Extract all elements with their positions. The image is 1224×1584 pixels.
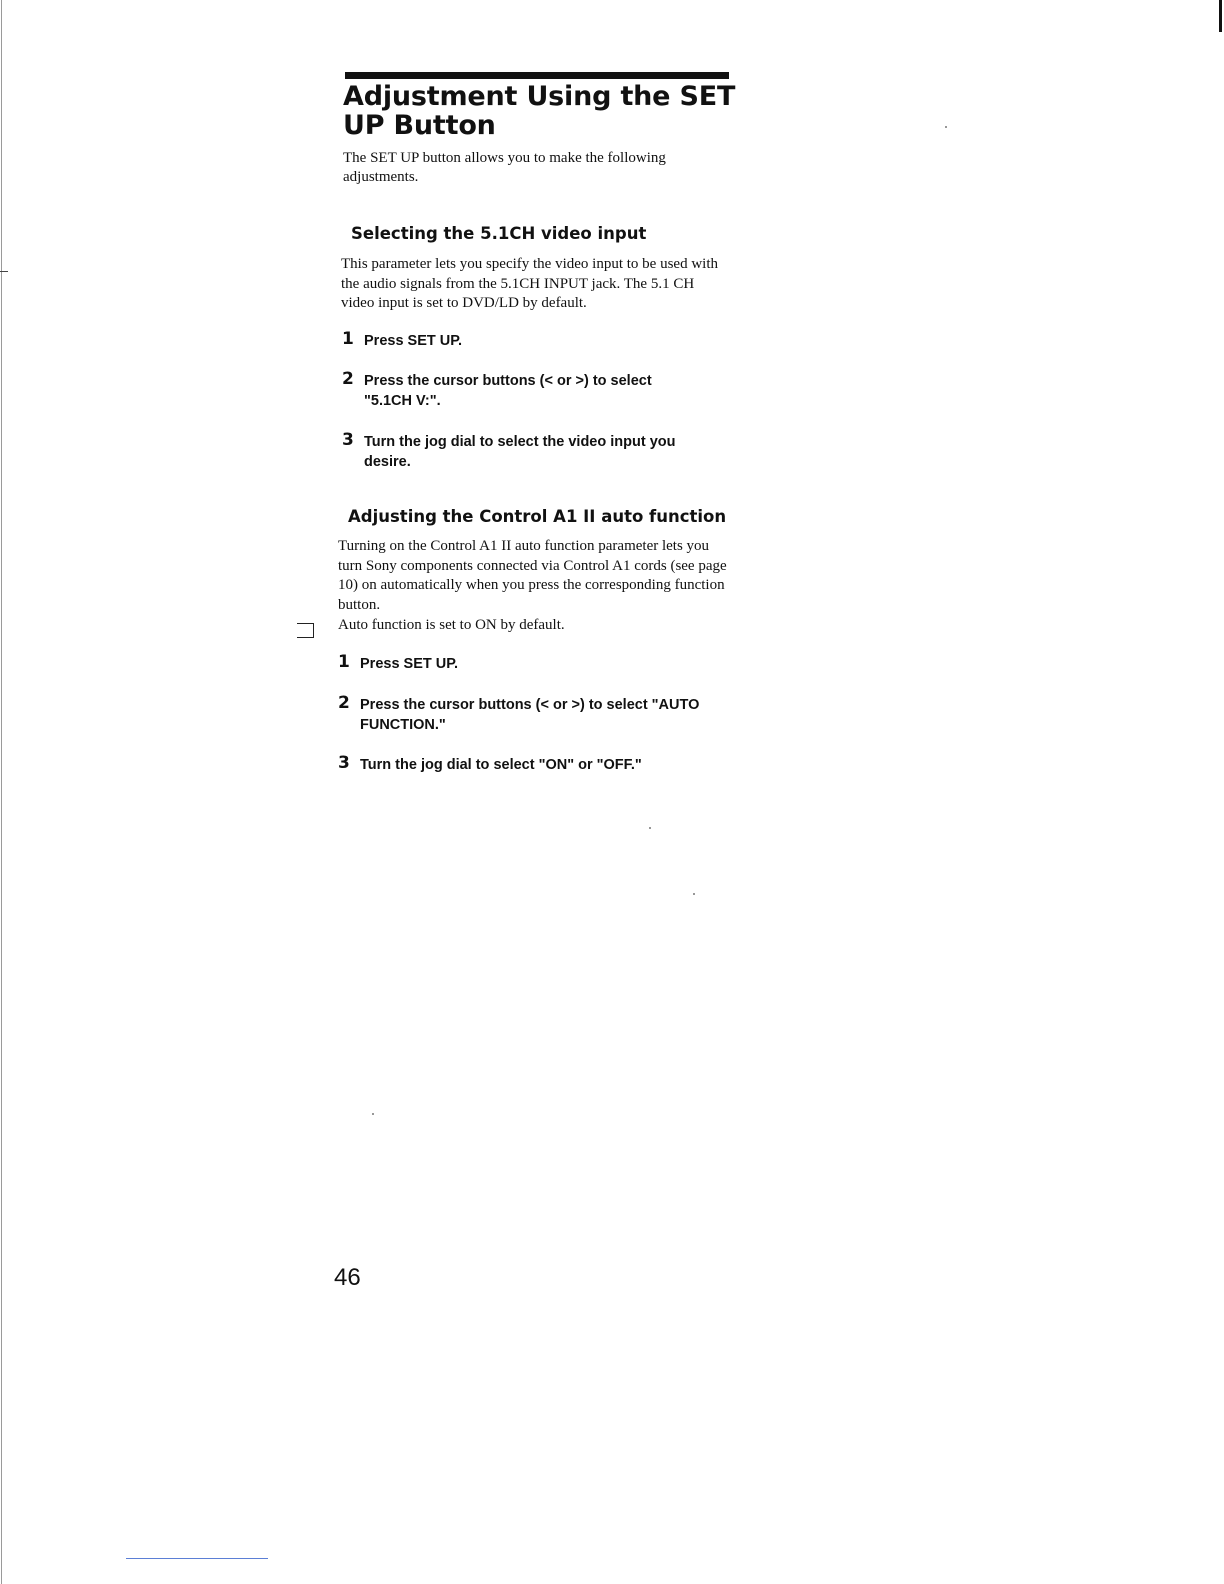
scan-speck — [372, 1113, 374, 1115]
title-rule — [345, 72, 729, 79]
step-text: Turn the jog dial to select "ON" or "OFF." — [360, 757, 642, 773]
step-text: Press SET UP. — [360, 656, 459, 672]
step-text: Press the cursor buttons (< or >) to select "5.1CH V:". — [364, 373, 652, 409]
scan-speck — [693, 893, 695, 895]
scan-speck — [649, 827, 651, 829]
step-text: Press SET UP. — [364, 333, 463, 349]
page-number: 46 — [334, 1264, 361, 1291]
step-number: 2 — [342, 369, 354, 389]
step-number: 1 — [338, 652, 350, 672]
section-heading-control-a1-auto: Adjusting the Control A1 II auto function — [348, 507, 727, 526]
step-text: Press the cursor buttons (< or >) to select "AUTO FUNCTION." — [360, 697, 700, 733]
step-number: 3 — [338, 753, 350, 773]
step-number: 3 — [342, 430, 354, 450]
intro-text: The SET UP button allows you to make the following adjustments. — [343, 150, 666, 185]
section-body-default-note: Auto function is set to ON by default. — [338, 617, 565, 633]
scan-speck — [945, 126, 947, 128]
section-body-control-a1: Turning on the Control A1 II auto function parameter lets you turn Sony components connected via Control A1 cords (see page 10) on automatically when you press the corresponding function button. — [338, 538, 727, 613]
bottom-edge-line — [126, 1558, 268, 1559]
section-body-5-1ch: This parameter lets you specify the video input to be used with the audio signals from the 5.1CH INPUT jack. The 5.1 CH video input is set to DVD/LD by default. — [341, 256, 718, 311]
page-left-edge — [1, 0, 2, 1584]
step-text: Turn the jog dial to select the video input you desire. — [364, 434, 676, 470]
page-right-edge-mark — [1219, 0, 1222, 32]
section-heading-5-1ch-video-input: Selecting the 5.1CH video input — [351, 224, 647, 243]
index-tab-icon — [297, 623, 314, 638]
page-title: Adjustment Using the SET UP Button — [343, 81, 736, 141]
step-number: 2 — [338, 693, 350, 713]
step-number: 1 — [342, 329, 354, 349]
left-margin-tick — [0, 271, 8, 272]
